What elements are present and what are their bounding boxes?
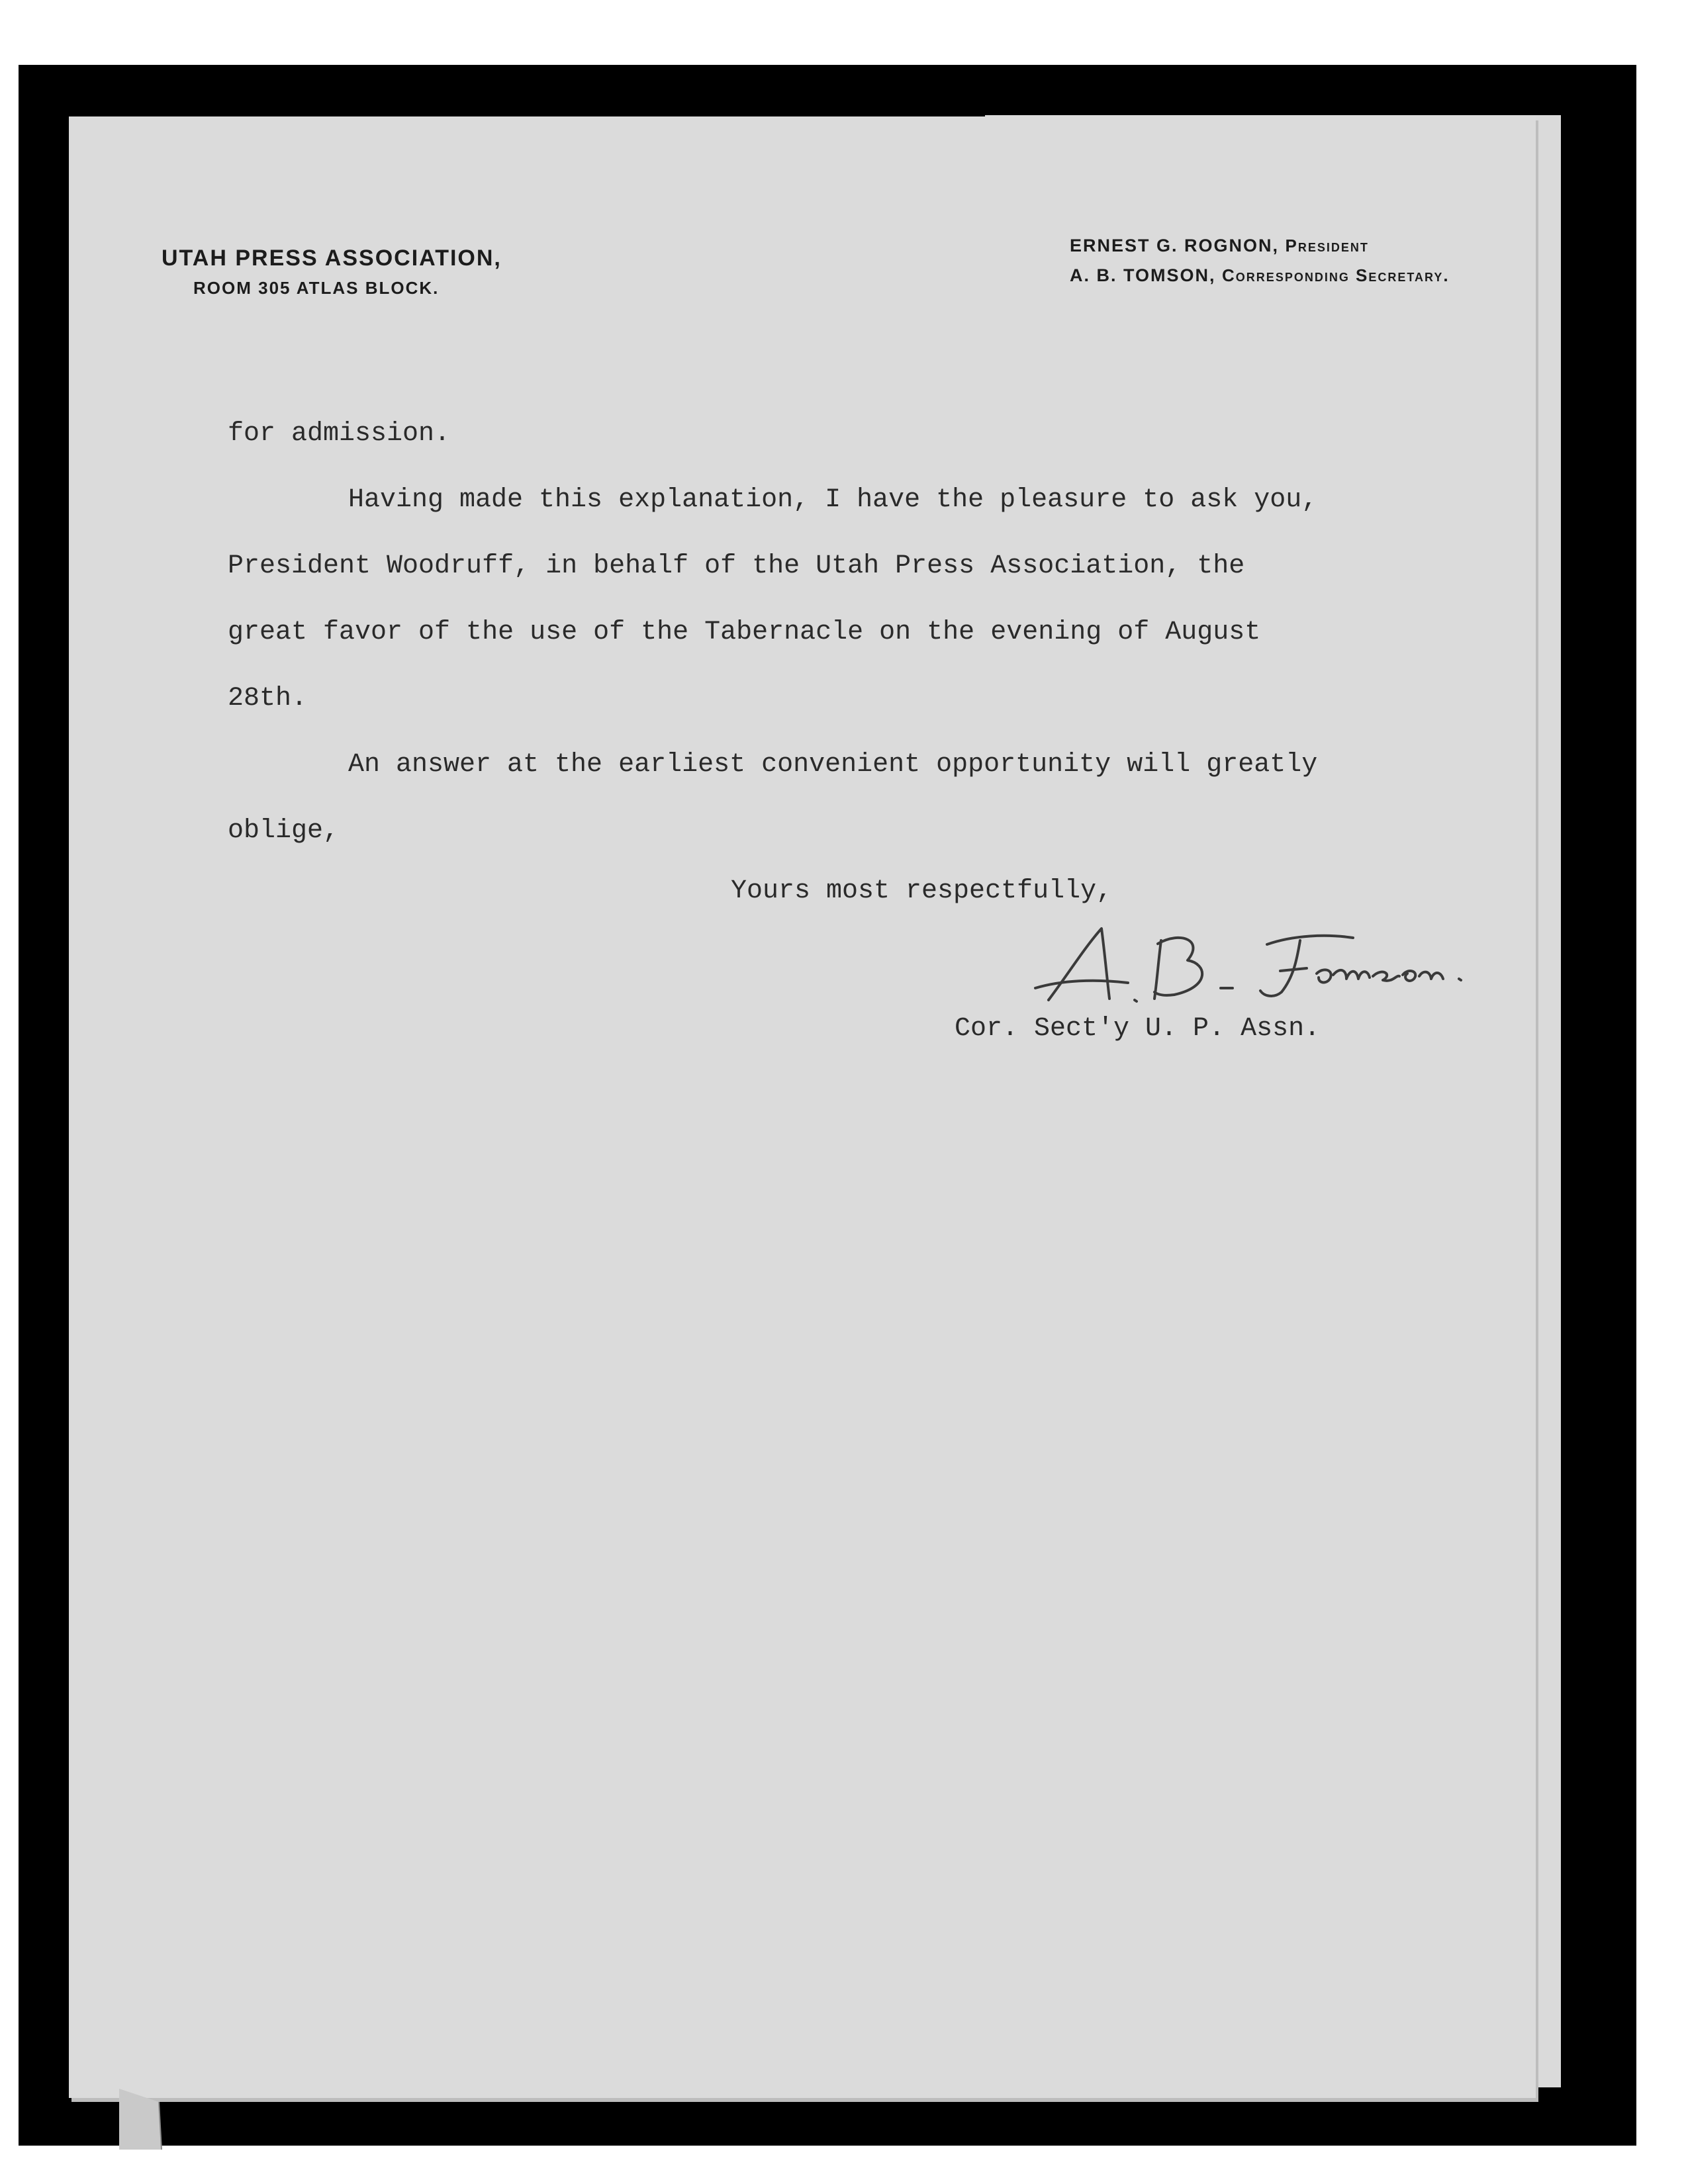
officer-name: ERNEST G. ROGNON, [1070,236,1280,255]
scan-background [19,65,1636,2146]
officer-title: Corresponding Secretary. [1222,265,1450,285]
body-line: 28th. [228,684,308,713]
organization-name: UTAH PRESS ASSOCIATION, [162,246,502,271]
letter-body [228,401,1419,864]
body-line: President Woodruff, in behalf of the Utah Press Association, the [228,551,1245,581]
letterhead-organization [162,246,502,298]
body-line: An answer at the earliest convenient opportunity will greatly [348,750,1318,780]
organization-address: ROOM 305 ATLAS BLOCK. [193,278,440,298]
letter-page [69,116,1536,2098]
body-line: oblige, [228,816,340,846]
letterhead-officers [1070,236,1450,295]
officer-title: President [1285,236,1369,255]
officer-secretary [1070,265,1450,286]
body-line: great favor of the use of the Tabernacle on the evening of August [228,617,1261,647]
signer-title: Cor. Sect'y U. P. Assn. [955,1014,1321,1044]
body-line: for admission. [228,419,451,449]
complimentary-close: Yours most respectfully, [731,876,1113,906]
officer-president [1070,236,1450,256]
officer-name: A. B. TOMSON, [1070,265,1216,285]
paper-corner-fold [119,2089,165,2150]
handwritten-signature [1022,914,1499,1013]
body-line: Having made this explanation, I have the pleasure to ask you, [348,485,1318,515]
